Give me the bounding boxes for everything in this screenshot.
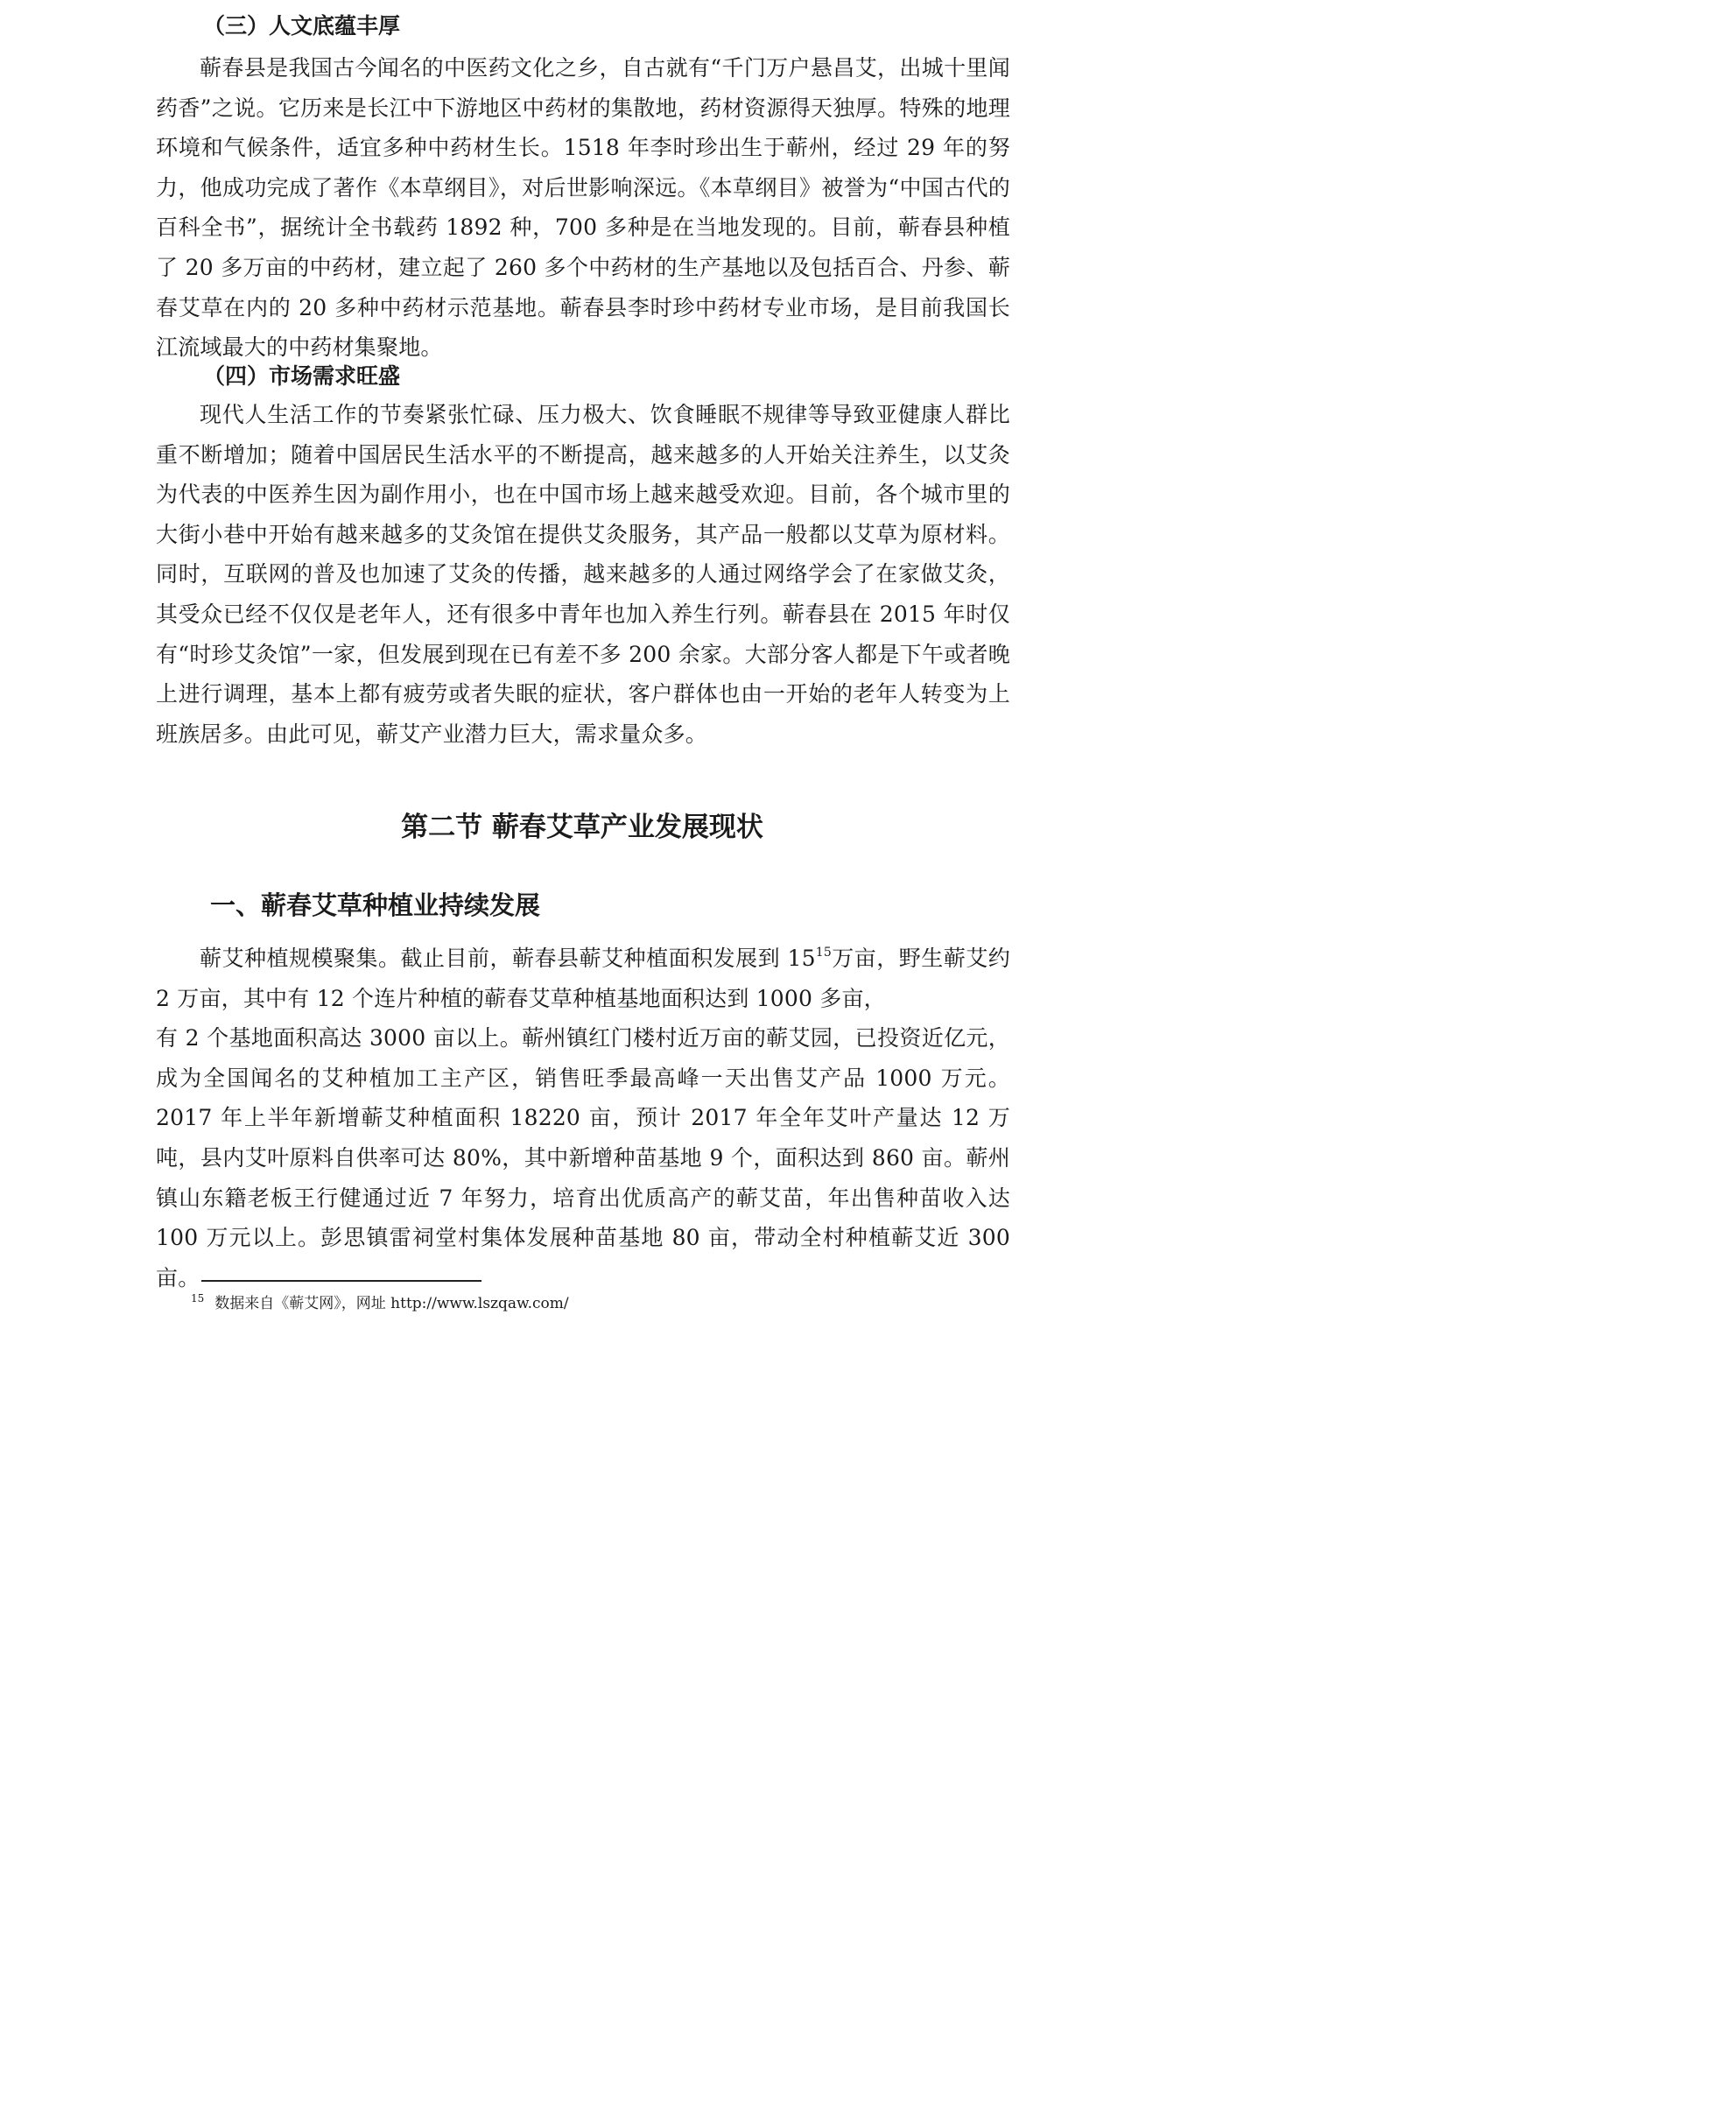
- footnote-number: 15: [191, 1292, 205, 1305]
- subsection-heading: 一、蕲春艾草种植业持续发展: [210, 890, 541, 920]
- subsection-paragraph-continued: 有 2 个基地面积高达 3000 亩以上。蕲州镇红门楼村近万亩的蕲艾园，已投资近亿元，成为全国闻名的艾种植加工主产区，销售旺季最高峰一天出售艾产品 1000 万元。2017 年上半年新增蕲艾种植面积 18220 亩，预计 2017 年全年艾叶产量达 12 万吨，县内艾叶原料自供率可达 80%，其中新增种苗基地 9 个，面积达到 860 亩。蕲州镇山东籍老板王行健通过近 7 年努力，培育出优质高产的蕲艾苗，年出售种苗收入达 100 万元以上。彭思镇雷祠堂村集体发展种苗基地 80 亩，带动全村种植蕲艾近 300 亩。: [156, 1025, 1010, 1291]
- section-4-body: [156, 395, 1010, 754]
- subsection-para-line-2: 万亩，野生蕲艾约 2 万亩，其中有 12 个连片种植的蕲春艾草种植基地面积达到 1000 多亩，: [156, 946, 1010, 1011]
- document-page: [0, 0, 1121, 1366]
- section-heading-4: （四）市场需求旺盛: [203, 363, 401, 389]
- footnote-reference[interactable]: 15: [815, 945, 832, 960]
- footnote-text: 数据来自《蕲艾网》，网址 http://www.lszqaw.com/: [214, 1295, 569, 1312]
- section-heading-3: （三）人文底蕴丰厚: [203, 13, 401, 39]
- subsection-body: [156, 939, 1010, 1298]
- chapter-section-title: 第二节 蕲春艾草产业发展现状: [401, 812, 763, 843]
- footnote-divider: [201, 1280, 481, 1282]
- section-4-paragraph: 现代人生活工作的节奏紧张忙碌、压力极大、饮食睡眠不规律等导致亚健康人群比重不断增加；随着中国居民生活水平的不断提高，越来越多的人开始关注养生，以艾灸为代表的中医养生因为副作用小，也在中国市场上越来越受欢迎。目前，各个城市里的大街小巷中开始有越来越多的艾灸馆在提供艾灸服务，其产品一般都以艾草为原材料。同时，互联网的普及也加速了艾灸的传播，越来越多的人通过网络学会了在家做艾灸，其受众已经不仅仅是老年人，还有很多中青年也加入养生行列。蕲春县在 2015 年时仅有“时珍艾灸馆”一家，但发展到现在已有差不多 200 余家。大部分客人都是下午或者晚上进行调理，基本上都有疲劳或者失眠的症状，客户群体也由一开始的老年人转变为上班族居多。由此可见，蕲艾产业潜力巨大，需求量众多。: [156, 402, 1010, 747]
- subsection-paragraph: [156, 939, 1010, 1018]
- subsection-para-start: 蕲艾种植规模聚集。截止目前，蕲春县蕲艾种植面积发展到 15: [200, 946, 816, 971]
- section-3-paragraph: 蕲春县是我国古今闻名的中医药文化之乡，自古就有“千门万户悬昌艾，出城十里闻药香”之说。它历来是长江中下游地区中药材的集散地，药材资源得天独厚。特殊的地理环境和气候条件，适宜多种中药材生长。1518 年李时珍出生于蕲州，经过 29 年的努力，他成功完成了著作《本草纲目》，对后世影响深远。《本草纲目》被誉为“中国古代的百科全书”，据统计全书载药 1892 种，700 多种是在当地发现的。目前，蕲春县种植了 20 多万亩的中药材，建立起了 260 多个中药材的生产基地以及包括百合、丹参、蕲春艾草在内的 20 多种中药材示范基地。蕲春县李时珍中药材专业市场，是目前我国长江流域最大的中药材集聚地。: [156, 55, 1010, 361]
- footnote: [191, 1292, 569, 1315]
- section-3-body: [156, 48, 1010, 368]
